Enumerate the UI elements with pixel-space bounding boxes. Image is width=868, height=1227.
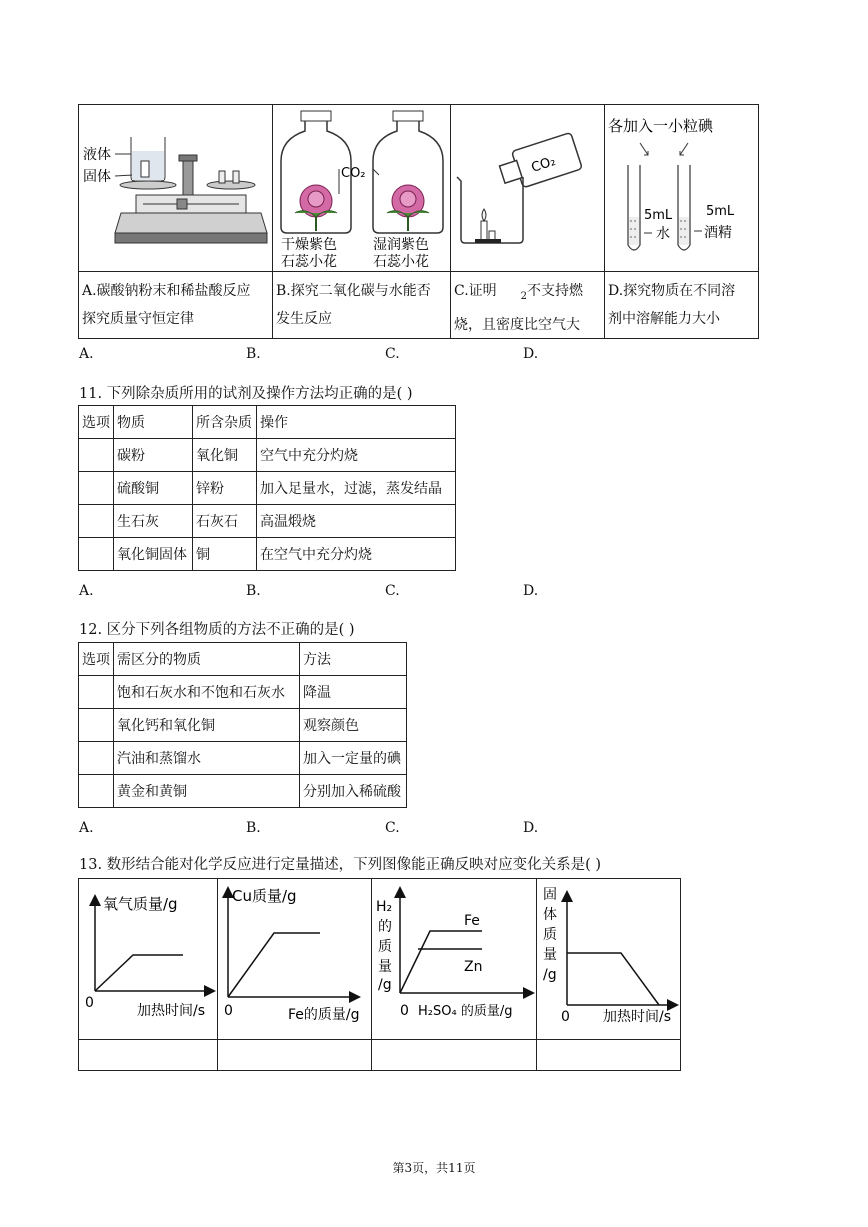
- co2-bottles-diagram: [275, 109, 447, 269]
- q10-option-b[interactable]: B.: [246, 346, 261, 362]
- iodine-title: 各加入一小粒碘: [608, 117, 714, 135]
- caption-a-line2: 探究质量守恒定律: [82, 311, 194, 327]
- q13-question: 13. 数形结合能对化学反应进行定量描述，下列图像能正确反映对应变化关系是( ): [79, 857, 602, 873]
- table-row: [79, 538, 456, 571]
- caption-c-part2: 不支持燃: [527, 283, 584, 299]
- graph4-y4: 量: [543, 947, 557, 963]
- q11-question: 11. 下列除杂质所用的试剂及操作方法均正确的是( ): [79, 386, 413, 402]
- graph3-xlabel: H₂SO₄ 的质量/g: [418, 1004, 513, 1019]
- table-cell: 汽油和蒸馏水: [114, 742, 300, 775]
- header-cell: 物质: [114, 406, 193, 439]
- table-cell: 观察颜色: [300, 709, 407, 742]
- table-cell: 氧化铜: [193, 439, 257, 472]
- q11-option-a[interactable]: A.: [79, 583, 94, 599]
- table-row: [79, 709, 407, 742]
- q13-graph-table: [78, 878, 681, 1071]
- table-cell: 石灰石: [193, 505, 257, 538]
- iodine-test-tubes-diagram: [606, 109, 756, 269]
- graph3-zn-label: Zn: [464, 959, 483, 975]
- caption-d: [608, 277, 735, 333]
- graph4-xlabel: 加热时间/s: [603, 1009, 672, 1025]
- co2-bottle-label: CO₂: [529, 153, 558, 176]
- table-cell: 氧化铜固体: [114, 538, 193, 571]
- caption-c-line2: 烧，且密度比空气大: [454, 317, 580, 333]
- table-cell: [79, 676, 114, 709]
- table-cell: [79, 775, 114, 808]
- graph3-y4: 量: [378, 959, 392, 975]
- graph4-y5: /g: [543, 967, 557, 983]
- header-cell: 需区分的物质: [114, 643, 300, 676]
- caption-d-line2: 剂中溶解能力大小: [608, 311, 720, 327]
- table-header-row: [79, 406, 456, 439]
- table-cell: 分别加入稀硫酸: [300, 775, 407, 808]
- alcohol-label: 酒精: [704, 225, 732, 241]
- alcohol-volume-label: 5mL: [706, 204, 735, 219]
- graph4-y1: 固: [543, 887, 557, 903]
- solid-label: 固体: [83, 169, 111, 185]
- table-row: [79, 472, 456, 505]
- graph3-y3: 质: [378, 939, 392, 955]
- graph4-y2: 体: [543, 907, 557, 923]
- dry-label-2: 石蕊小花: [281, 254, 337, 269]
- table-cell: [79, 538, 114, 571]
- q10-option-d[interactable]: D.: [523, 346, 539, 362]
- table-cell: [79, 505, 114, 538]
- table-row: [79, 439, 456, 472]
- table-cell: [79, 742, 114, 775]
- q11-option-d[interactable]: D.: [523, 583, 539, 599]
- q12-option-a[interactable]: A.: [79, 820, 94, 836]
- graph1-origin: 0: [85, 995, 94, 1011]
- header-cell: 操作: [257, 406, 456, 439]
- wet-label-2: 石蕊小花: [373, 254, 429, 269]
- liquid-label: 液体: [83, 147, 111, 163]
- table-cell: 硫酸铜: [114, 472, 193, 505]
- table-cell: 铜: [193, 538, 257, 571]
- table-cell: 加入足量水，过滤，蒸发结晶: [257, 472, 456, 505]
- graph2-xlabel: Fe的质量/g: [288, 1007, 360, 1023]
- graph3-y5: /g: [378, 977, 392, 993]
- water-volume-label: 5mL: [644, 208, 673, 223]
- table-cell: 碳粉: [114, 439, 193, 472]
- caption-a: [82, 277, 251, 333]
- graph2-ylabel: Cu质量/g: [232, 887, 297, 905]
- caption-b: [276, 277, 431, 333]
- co2-label: CO₂: [341, 166, 366, 181]
- table-cell: 锌粉: [193, 472, 257, 505]
- dry-label-1: 干燥紫色: [281, 237, 337, 253]
- balance-diagram: [81, 115, 271, 265]
- caption-b-line2: 发生反应: [276, 311, 332, 327]
- q11-table: [78, 405, 456, 571]
- caption-a-line1: A.碳酸钠粉末和稀盐酸反应: [82, 283, 251, 299]
- header-cell: 选项: [79, 643, 114, 676]
- graph2-origin: 0: [224, 1003, 233, 1019]
- table-cell: 高温煅烧: [257, 505, 456, 538]
- table-cell: 加入一定量的碘: [300, 742, 407, 775]
- caption-b-line1: B.探究二氧化碳与水能否: [276, 283, 431, 299]
- page-footer: 第3页，共11页: [392, 1161, 476, 1175]
- table-row: [79, 742, 407, 775]
- table-cell: 生石灰: [114, 505, 193, 538]
- graph-oxygen-mass: [79, 879, 217, 1039]
- q12-option-b[interactable]: B.: [246, 820, 261, 836]
- table-row: [79, 775, 407, 808]
- graph3-y2: 的: [378, 919, 392, 935]
- graph-h2-mass: [372, 879, 536, 1039]
- caption-c: C.证明 $_2$不支持燃 烧，且密度比空气大: [454, 277, 604, 339]
- graph1-ylabel: 氧气质量/g: [103, 895, 178, 913]
- table-cell: 氧化钙和氧化铜: [114, 709, 300, 742]
- table-cell: 空气中充分灼烧: [257, 439, 456, 472]
- q11-option-c[interactable]: C.: [385, 583, 400, 599]
- table-cell: [79, 709, 114, 742]
- header-cell: 选项: [79, 406, 114, 439]
- table-row: [79, 505, 456, 538]
- table-cell: 黄金和黄铜: [114, 775, 300, 808]
- table-cell: 在空气中充分灼烧: [257, 538, 456, 571]
- co2-candle-diagram: [453, 111, 603, 267]
- q10-option-a[interactable]: A.: [79, 346, 94, 362]
- graph4-y3: 质: [543, 927, 557, 943]
- q10-option-c[interactable]: C.: [385, 346, 400, 362]
- caption-c-part1: C.证明: [454, 283, 497, 299]
- graph3-origin: 0: [400, 1003, 409, 1019]
- table-header-row: [79, 643, 407, 676]
- q11-option-b[interactable]: B.: [246, 583, 261, 599]
- q12-question: 12. 区分下列各组物质的方法不正确的是( ): [79, 622, 355, 638]
- q12-table: [78, 642, 407, 808]
- header-cell: 所含杂质: [193, 406, 257, 439]
- q12-option-c[interactable]: C.: [385, 820, 400, 836]
- header-cell: 方法: [300, 643, 407, 676]
- graph-cu-mass: [218, 879, 371, 1039]
- table-cell: 饱和石灰水和不饱和石灰水: [114, 676, 300, 709]
- graph1-xlabel: 加热时间/s: [137, 1003, 206, 1019]
- graph4-origin: 0: [561, 1009, 570, 1025]
- caption-d-line1: D.探究物质在不同溶: [608, 283, 736, 299]
- graph-solid-mass: [537, 879, 680, 1039]
- water-label: 水: [656, 226, 670, 242]
- graph3-y1: H₂: [376, 899, 393, 915]
- q12-option-d[interactable]: D.: [523, 820, 539, 836]
- q10-figure-table: [78, 104, 759, 339]
- graph3-fe-label: Fe: [464, 913, 480, 929]
- table-cell: 降温: [300, 676, 407, 709]
- table-cell: [79, 439, 114, 472]
- table-cell: [79, 472, 114, 505]
- wet-label-1: 湿润紫色: [373, 237, 429, 253]
- table-row: [79, 676, 407, 709]
